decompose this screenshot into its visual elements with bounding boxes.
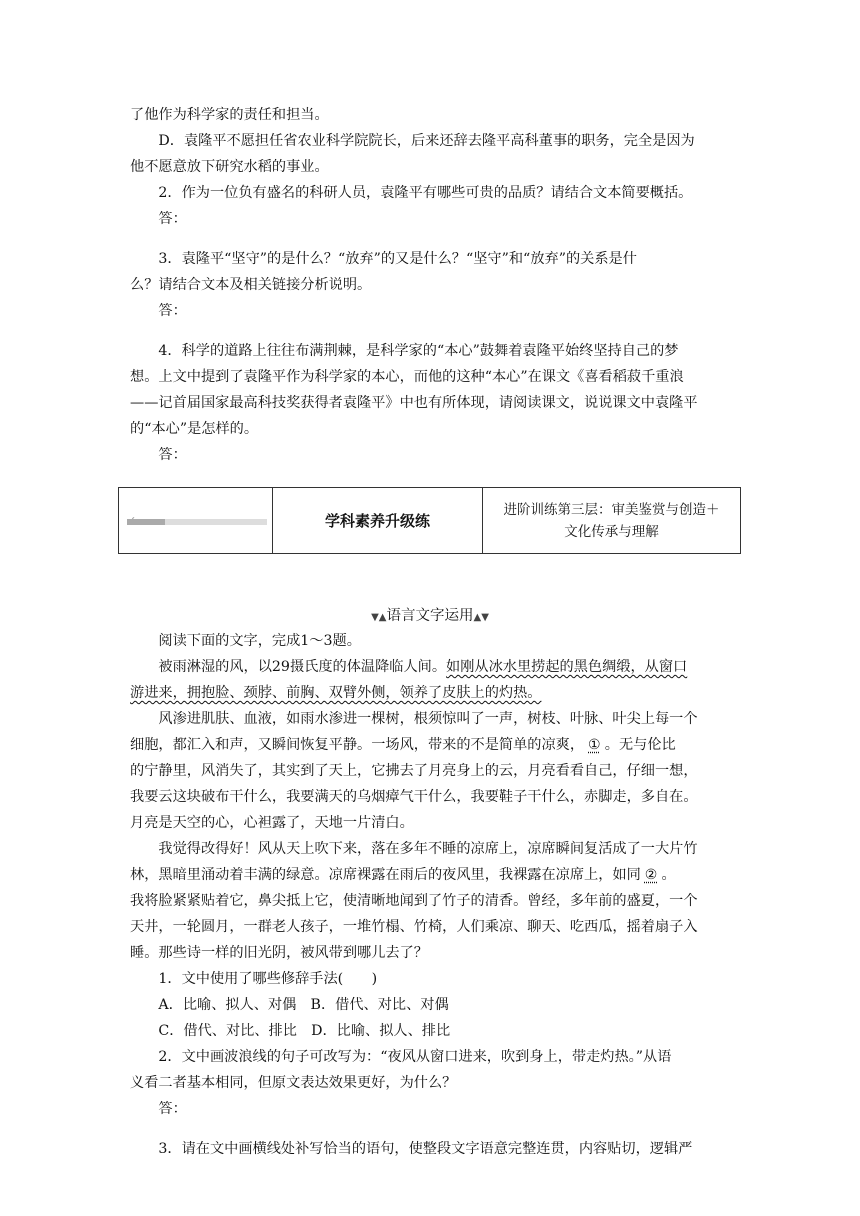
wavy-sentence: 如刚从冰水里捞起的黑色绸缎，从窗口 <box>446 659 688 675</box>
section-banner <box>118 487 741 554</box>
answer-label: 答： <box>158 303 187 319</box>
passage-text: 。无与伦比 <box>604 737 676 753</box>
answer-label: 答： <box>158 1101 187 1117</box>
banner-level-line2: 文化传承与理解 <box>564 523 659 540</box>
question-1: 1．文中使用了哪些修辞手法( ) <box>158 971 378 987</box>
question-2b-cont: 义看二者基本相同，但原文表达效果更好，为什么？ <box>130 1075 457 1091</box>
blank-1: ① <box>588 737 601 753</box>
progress-fill <box>127 519 165 525</box>
answer-label: 答： <box>158 211 187 227</box>
passage-line <box>130 862 735 888</box>
passage-line: 天井，一轮圆月，一群老人孩子，一堆竹榻、竹椅，人们乘凉、聊天、吃西瓜，摇着扇子入 <box>130 919 698 935</box>
passage-line: 我觉得改得好！风从天上吹下来，落在多年不睡的凉席上，凉席瞬间复活成了一大片竹 <box>158 841 698 857</box>
question-3-cont: 么？请结合文本及相关链接分析说明。 <box>130 277 372 293</box>
question-4-cont: 的“本心”是怎样的。 <box>130 421 259 437</box>
section-heading <box>0 606 860 628</box>
question-2: 2．作为一位负有盛名的科研人员，袁隆平有哪些可贵的品质？请结合文本简要概括。 <box>158 185 693 201</box>
question-4-cont: ——记首届国家最高科技奖获得者袁隆平》中也有所体现，请阅读课文，说说课文中袁隆平 <box>130 395 698 411</box>
option-d-cont: 他不愿意放下研究水稻的事业。 <box>130 159 329 175</box>
passage-line: 风渗进肌肤、血液，如雨水渗进一棵树，根须惊叫了一声，树枝、叶脉、叶尖上每一个 <box>158 711 698 727</box>
progress-cell <box>119 488 273 553</box>
passage-text: 林，黑暗里涌动着丰满的绿意。凉席裸露在雨后的夜风里，我裸露在凉席上，如同 <box>130 867 641 883</box>
question-3b: 3．请在文中画横线处补写恰当的语句，使整段文字语意完整连贯，内容贴切，逻辑严 <box>158 1141 693 1157</box>
blank-2: ② <box>644 867 658 883</box>
progress-bar <box>127 519 267 525</box>
passage-line: 睡。那些诗一样的旧光阴，被风带到哪儿去了？ <box>130 945 428 961</box>
passage-line: 月亮是天空的心，心袒露了，天地一片清白。 <box>130 815 414 831</box>
answer-label: 答： <box>158 447 187 463</box>
passage-text: 被雨淋湿的风，以29摄氏度的体温降临人间。 <box>158 659 447 675</box>
passage-line: 的宁静里，风消失了，其实到了天上，它拂去了月亮身上的云，月亮看看自己，仔细一想， <box>130 763 698 779</box>
section-title: 语言文字运用 <box>386 608 474 624</box>
question-3: 3．袁隆平“坚守”的是什么？“放弃”的又是什么？“坚守”和“放弃”的关系是什 <box>158 251 637 267</box>
question-4-cont: 想。上文中提到了袁隆平作为科学家的本心，而他的这种“本心”在课文《喜看稻菽千重浪 <box>130 369 684 385</box>
banner-level-line1: 进阶训练第三层：审美鉴赏与创造＋ <box>503 501 720 518</box>
options-ab: A．比喻、拟人、对偶 B．借代、对比、对偶 <box>158 997 449 1013</box>
passage-text: 。 <box>661 867 676 883</box>
wavy-sentence: 游进来，拥抱脸、颈脖、前胸、双臂外侧，领养了皮肤上的灼热。 <box>130 685 542 701</box>
question-2b: 2．文中画波浪线的句子可改写为：“夜风从窗口进来，吹到身上，带走灼热。”从语 <box>158 1049 672 1065</box>
triangle-right-icon: ▲▼ <box>473 612 489 623</box>
passage-line <box>130 654 735 680</box>
passage-line: 我将脸紧紧贴着它，鼻尖抵上它，使清晰地闻到了竹子的清香。曾经，多年前的盛夏，一个 <box>130 893 698 909</box>
passage-line: 我要云这块破布干什么，我要满天的乌烟瘴气干什么，我要鞋子干什么，赤脚走，多自在。 <box>130 789 698 805</box>
option-d: D．袁隆平不愿担任省农业科学院院长，后来还辞去隆平高科董事的职务，完全是因为 <box>158 133 695 149</box>
text-line: 了他作为科学家的责任和担当。 <box>130 107 329 123</box>
passage-intro: 阅读下面的文字，完成1～3题。 <box>158 633 361 649</box>
triangle-left-icon: ▼▲ <box>371 612 387 623</box>
question-4: 4．科学的道路上往往布满荆棘，是科学家的“本心”鼓舞着袁隆平始终坚持自己的梦 <box>158 343 679 359</box>
passage-line <box>130 680 735 706</box>
options-cd: C．借代、对比、排比 D．比喻、拟人、排比 <box>158 1023 451 1039</box>
banner-title: 学科素养升级练 <box>273 488 483 553</box>
passage-text: 细胞，都汇入和声，又瞬间恢复平静。一场风，带来的不是简单的凉爽， <box>130 737 585 753</box>
passage-line <box>130 732 735 758</box>
banner-level <box>483 488 740 553</box>
